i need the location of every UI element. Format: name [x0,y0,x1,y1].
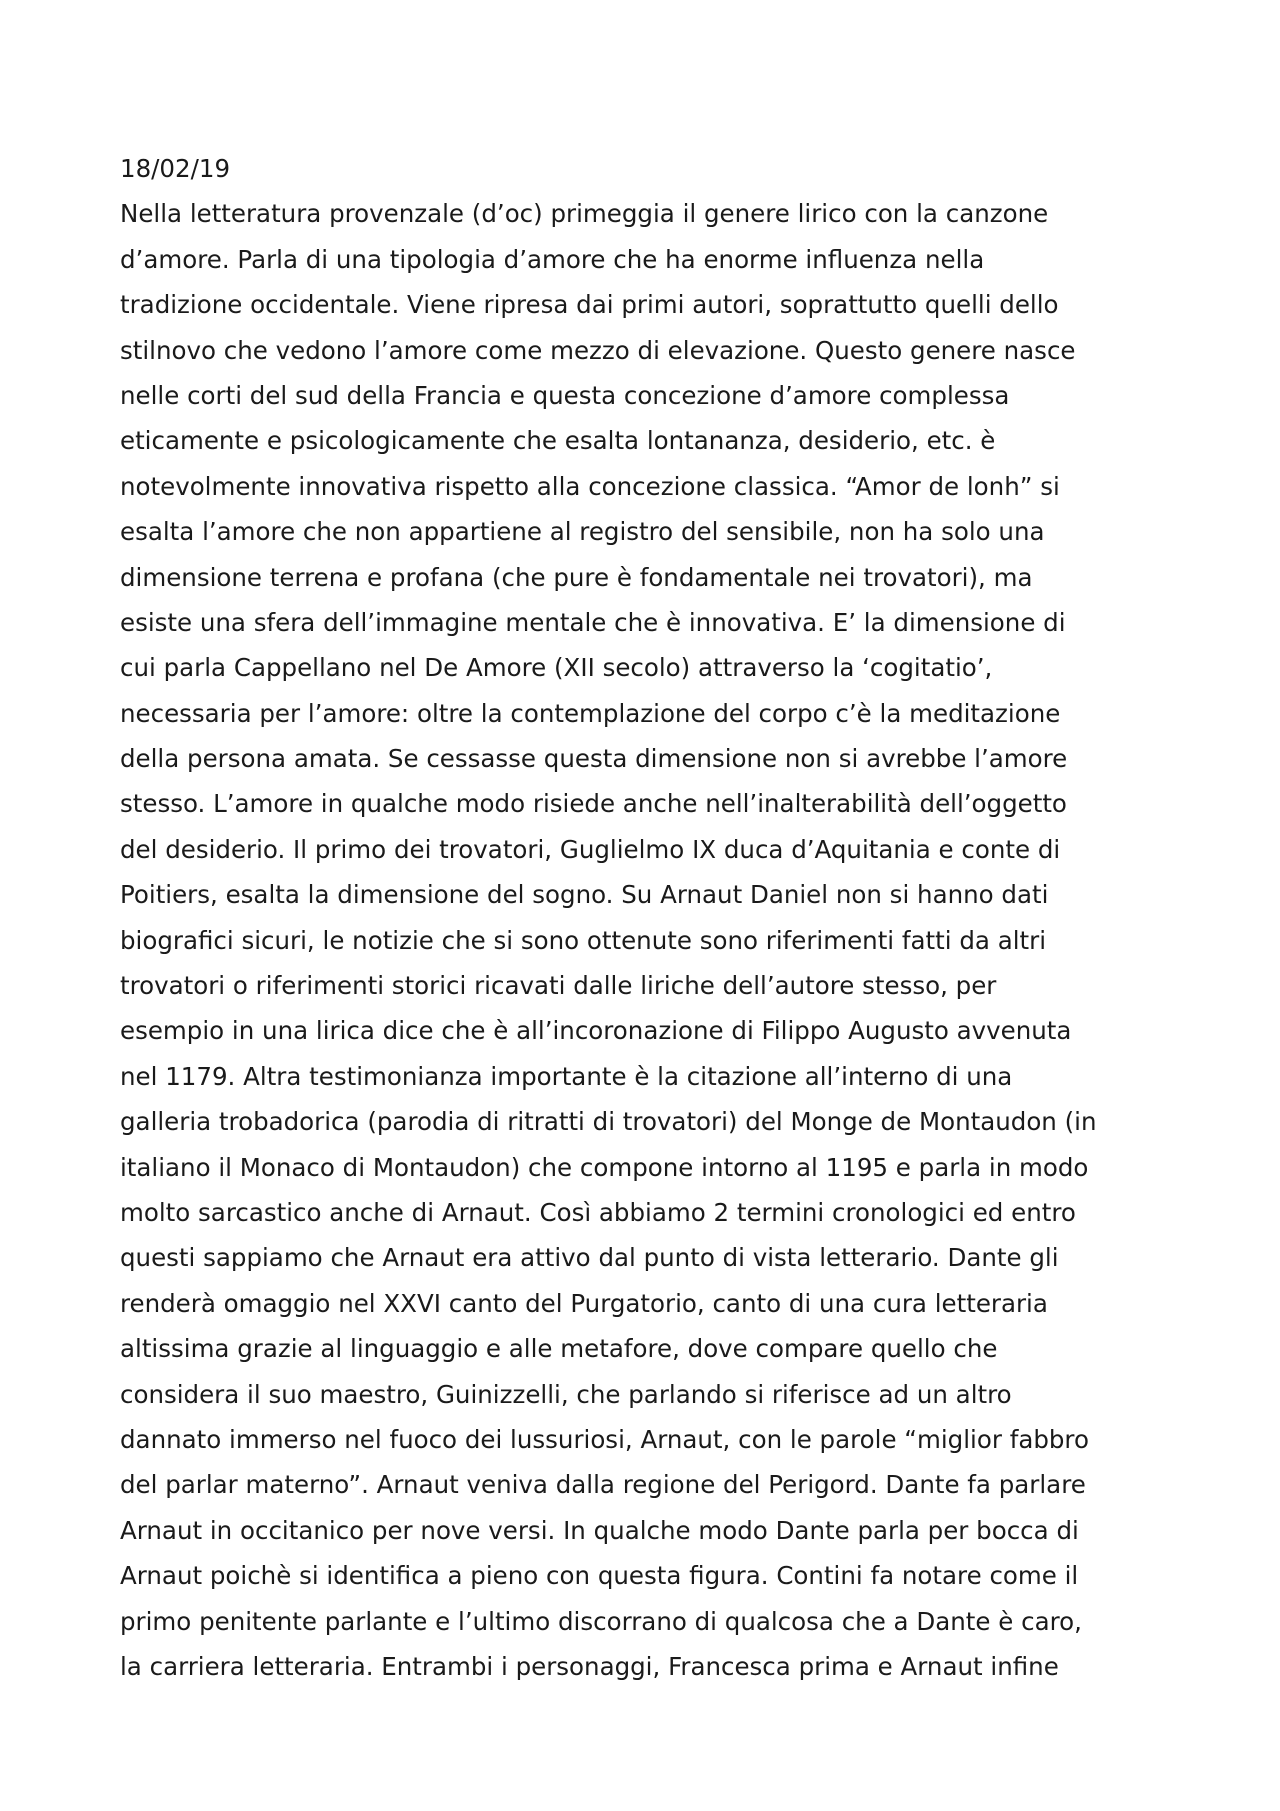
paragraph-line: molto sarcastico anche di Arnaut. Così abbiamo 2 termini cronologici ed entro [120,1197,1076,1227]
paragraph-line: nel 1179. Altra testimonianza importante è la citazione all’interno di una [120,1061,1013,1091]
paragraph-line: esalta l’amore che non appartiene al registro del sensibile, non ha solo una [120,517,1045,547]
paragraph-line: primo penitente parlante e l’ultimo discorrano di qualcosa che a Dante è caro, [120,1606,1082,1636]
document-body [120,146,1180,1689]
paragraph-line: d’amore. Parla di una tipologia d’amore che ha enorme influenza nella [120,244,985,274]
paragraph-line: questi sappiamo che Arnaut era attivo dal punto di vista letterario. Dante gli [120,1243,1059,1273]
paragraph-line: italiano il Monaco di Montaudon) che compone intorno al 1195 e parla in modo [120,1152,1089,1182]
paragraph-line: notevolmente innovativa rispetto alla concezione classica. “Amor de lonh” si [120,471,1060,501]
paragraph-line: considera il suo maestro, Guinizzelli, che parlando si riferisce ad un altro [120,1379,1012,1409]
paragraph-line: Arnaut in occitanico per nove versi. In qualche modo Dante parla per bocca di [120,1515,1079,1545]
paragraph-line: cui parla Cappellano nel De Amore (XII secolo) attraverso la ‘cogitatio’, [120,653,993,683]
paragraph-line: Arnaut poichè si identifica a pieno con questa figura. Contini fa notare come il [120,1561,1079,1591]
paragraph-line: stilnovo che vedono l’amore come mezzo di elevazione. Questo genere nasce [120,335,1076,365]
paragraph-line: esempio in una lirica dice che è all’incoronazione di Filippo Augusto avvenuta [120,1016,1072,1046]
paragraph-line: galleria trobadorica (parodia di ritratti di trovatori) del Monge de Montaudon (in [120,1107,1097,1137]
paragraph-line: del parlar materno”. Arnaut veniva dalla regione del Perigord. Dante fa parlare [120,1470,1086,1500]
paragraph-line: biografici sicuri, le notizie che si sono ottenute sono riferimenti fatti da altri [120,925,1046,955]
paragraph-line: renderà omaggio nel XXVI canto del Purgatorio, canto di una cura letteraria [120,1288,1048,1318]
paragraph-line: esiste una sfera dell’immagine mentale che è innovativa. E’ la dimensione di [120,607,1066,637]
paragraph-line: Poitiers, esalta la dimensione del sogno. Su Arnaut Daniel non si hanno dati [120,880,1049,910]
paragraph-line: della persona amata. Se cessasse questa dimensione non si avrebbe l’amore [120,744,1068,774]
paragraph-line: dimensione terrena e profana (che pure è fondamentale nei trovatori), ma [120,562,1033,592]
paragraph-line: del desiderio. Il primo dei trovatori, Guglielmo IX duca d’Aquitania e conte di [120,834,1061,864]
paragraph-line: eticamente e psicologicamente che esalta lontananza, desiderio, etc. è [120,426,996,456]
paragraph-line: altissima grazie al linguaggio e alle metafore, dove compare quello che [120,1334,998,1364]
paragraph-line: nelle corti del sud della Francia e questa concezione d’amore complessa [120,380,1010,410]
paragraph-line: tradizione occidentale. Viene ripresa dai primi autori, soprattutto quelli dello [120,290,1059,320]
document-date: 18/02/19 [120,154,231,183]
paragraph-line: Nella letteratura provenzale (d’oc) primeggia il genere lirico con la canzone [120,199,1049,229]
paragraph-line: stesso. L’amore in qualche modo risiede anche nell’inalterabilità dell’oggetto [120,789,1067,819]
paragraph-line: trovatori o riferimenti storici ricavati dalle liriche dell’autore stesso, per [120,971,997,1001]
paragraph-line: necessaria per l’amore: oltre la contemplazione del corpo c’è la meditazione [120,698,1061,728]
paragraph-line: la carriera letteraria. Entrambi i personaggi, Francesca prima e Arnaut infine [120,1651,1059,1681]
paragraph-line: dannato immerso nel fuoco dei lussuriosi, Arnaut, con le parole “miglior fabbro [120,1424,1089,1454]
